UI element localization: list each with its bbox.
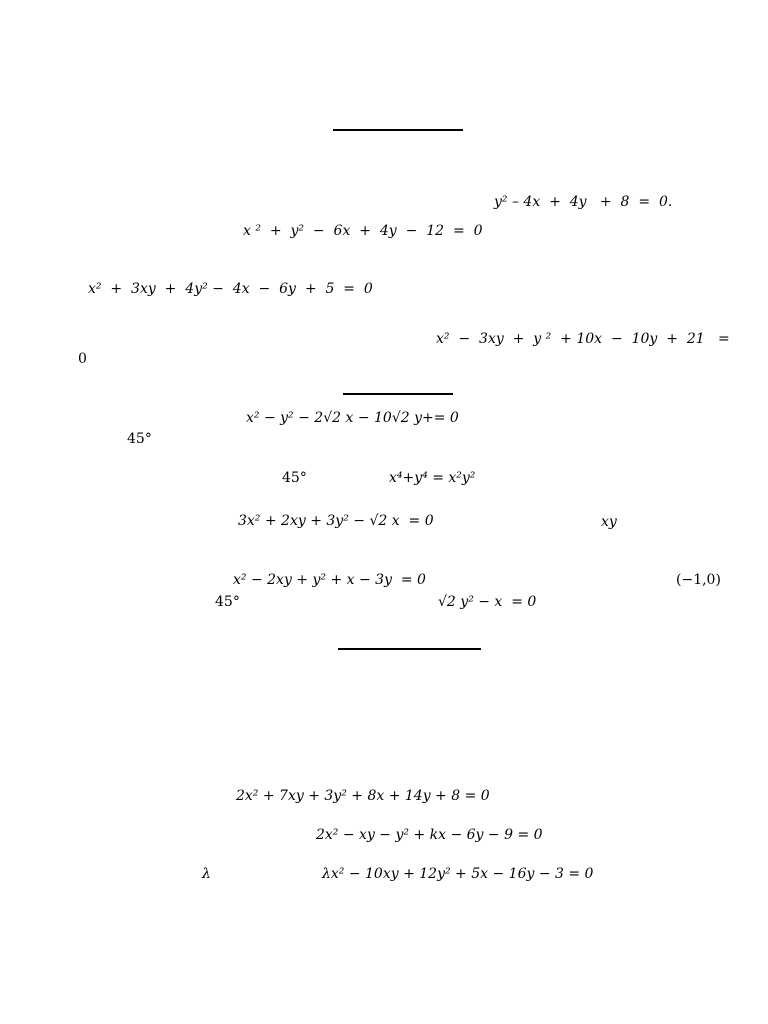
heading-rule-1: [333, 129, 463, 131]
eq-rotation-3: x² − 2xy + y² + x − 3y = 0: [233, 572, 426, 588]
angle-45-a: 45°: [127, 431, 152, 447]
angle-45-b: 45°: [282, 470, 307, 486]
point-minus-1-0: (−1,0): [676, 572, 721, 588]
eq-conic-2-continued: 0: [78, 351, 87, 367]
eq-pair-lines-3: λx² − 10xy + 12y² + 5x − 16y − 3 = 0: [322, 866, 594, 882]
eq-conic-1: x² + 3xy + 4y² − 4x − 6y + 5 = 0: [88, 281, 373, 297]
angle-45-c: 45°: [215, 594, 240, 610]
eq-rotated-parabola: √2 y² − x = 0: [438, 594, 537, 610]
eq-pair-lines-2: 2x² − xy − y² + kx − 6y − 9 = 0: [316, 827, 543, 843]
eq-rotation-2: 3x² + 2xy + 3y² − √2 x = 0: [238, 513, 434, 529]
lambda-symbol: λ: [202, 866, 211, 882]
xy-term: xy: [601, 514, 617, 530]
eq-conic-2: x² − 3xy + y ² + 10x − 10y + 21 =: [436, 331, 730, 347]
eq-pair-lines-1: 2x² + 7xy + 3y² + 8x + 14y + 8 = 0: [236, 788, 490, 804]
heading-rule-3: [338, 648, 481, 650]
eq-rotation-1: x² − y² − 2√2 x − 10√2 y+= 0: [246, 410, 459, 426]
eq-quartic: x⁴+y⁴ = x²y²: [389, 470, 476, 486]
heading-rule-2: [343, 393, 453, 395]
eq-circle: x ² + y² − 6x + 4y − 12 = 0: [243, 223, 483, 239]
eq-parabola: y² – 4x + 4y + 8 = 0.: [494, 194, 673, 210]
